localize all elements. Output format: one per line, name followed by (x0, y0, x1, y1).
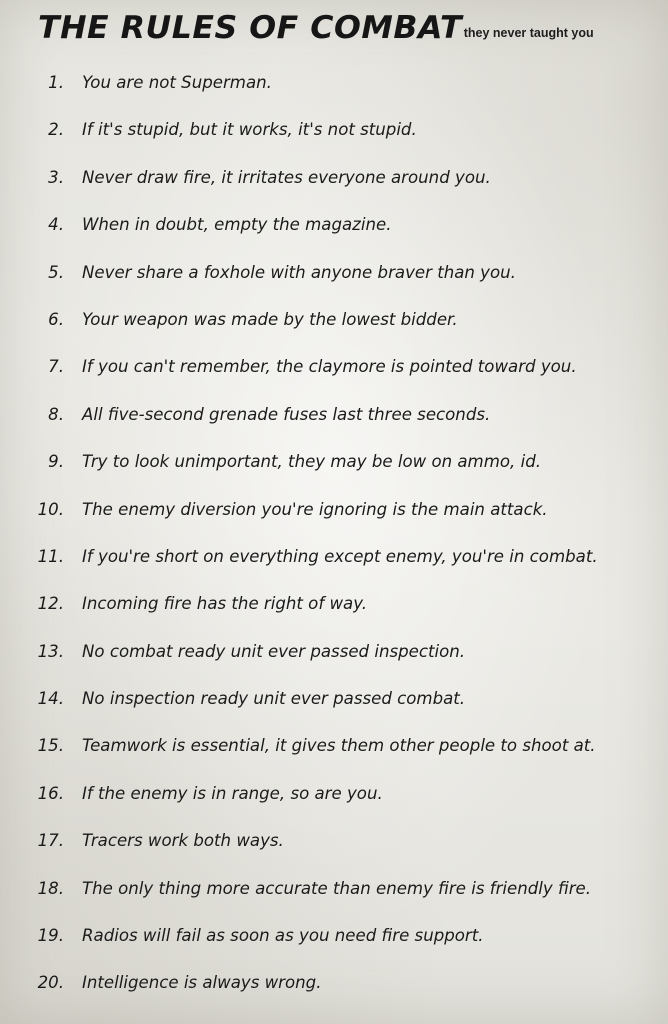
poster-title: THE RULES OF COMBAT (38, 10, 463, 46)
rule-text: Intelligence is always wrong. (82, 973, 322, 993)
rule-text: If it's stupid, but it works, it's not stupid. (82, 120, 417, 140)
rule-number: 16. (37, 783, 64, 803)
rules-list (0, 69, 668, 1017)
rule-item-14 (0, 685, 668, 732)
rule-text: Tracers work both ways. (82, 831, 284, 851)
rule-text: The only thing more accurate than enemy fire is friendly fire. (82, 878, 592, 898)
rule-number: 4. (48, 215, 64, 235)
rule-item-10 (0, 496, 668, 543)
rule-item-6 (0, 306, 668, 353)
rule-item-20 (0, 969, 668, 1016)
rule-number: 8. (48, 404, 64, 424)
rule-item-3 (0, 164, 668, 211)
rule-number: 20. (37, 973, 64, 993)
poster-header (38, 10, 594, 46)
rule-number: 15. (37, 736, 64, 756)
rule-number: 9. (48, 452, 64, 472)
rule-text: Try to look unimportant, they may be low on ammo, id. (82, 452, 542, 472)
rule-item-17 (0, 827, 668, 874)
rule-text: If the enemy is in range, so are you. (82, 783, 383, 803)
rule-text: If you're short on everything except enemy, you're in combat. (82, 546, 598, 566)
rule-item-11 (0, 543, 668, 590)
rule-item-12 (0, 590, 668, 637)
rule-number: 6. (48, 309, 64, 329)
rule-item-2 (0, 116, 668, 163)
rule-item-19 (0, 922, 668, 969)
rule-text: If you can't remember, the claymore is pointed toward you. (82, 357, 577, 377)
rule-text: The enemy diversion you're ignoring is the main attack. (82, 499, 548, 519)
rule-item-9 (0, 448, 668, 495)
rule-text: You are not Superman. (82, 73, 272, 92)
rule-text: All five-second grenade fuses last three seconds. (82, 404, 491, 424)
rule-text: Teamwork is essential, it gives them other people to shoot at. (82, 736, 596, 756)
rule-number: 18. (37, 878, 64, 898)
rule-number: 5. (48, 262, 64, 282)
rule-item-4 (0, 211, 668, 258)
rule-item-15 (0, 732, 668, 779)
rule-text: Radios will fail as soon as you need fire support. (82, 926, 484, 946)
rule-number: 2. (48, 120, 64, 140)
rule-item-7 (0, 353, 668, 400)
rule-number: 19. (37, 926, 64, 946)
rule-number: 14. (37, 689, 64, 709)
rule-item-5 (0, 259, 668, 306)
poster-subtitle: they never taught you (463, 26, 594, 40)
rule-number: 3. (48, 167, 64, 187)
rule-number: 11. (37, 546, 64, 566)
rule-text: Incoming fire has the right of way. (82, 594, 368, 614)
rule-number: 1. (48, 73, 64, 92)
rule-item-18 (0, 875, 668, 922)
rule-text: Your weapon was made by the lowest bidder. (82, 309, 458, 329)
rule-text: When in doubt, empty the magazine. (82, 215, 392, 235)
rule-number: 17. (37, 831, 64, 851)
rule-number: 12. (37, 594, 64, 614)
rule-text: No inspection ready unit ever passed combat. (82, 689, 466, 709)
rule-text: Never share a foxhole with anyone braver than you. (82, 262, 516, 282)
rule-item-13 (0, 638, 668, 685)
rule-text: Never draw fire, it irritates everyone around you. (82, 167, 491, 187)
rule-item-8 (0, 401, 668, 448)
rule-number: 7. (48, 357, 64, 377)
rule-text: No combat ready unit ever passed inspection. (82, 641, 466, 661)
rule-item-1 (0, 69, 668, 116)
rule-number: 10. (37, 499, 64, 519)
rule-item-16 (0, 780, 668, 827)
rule-number: 13. (37, 641, 64, 661)
